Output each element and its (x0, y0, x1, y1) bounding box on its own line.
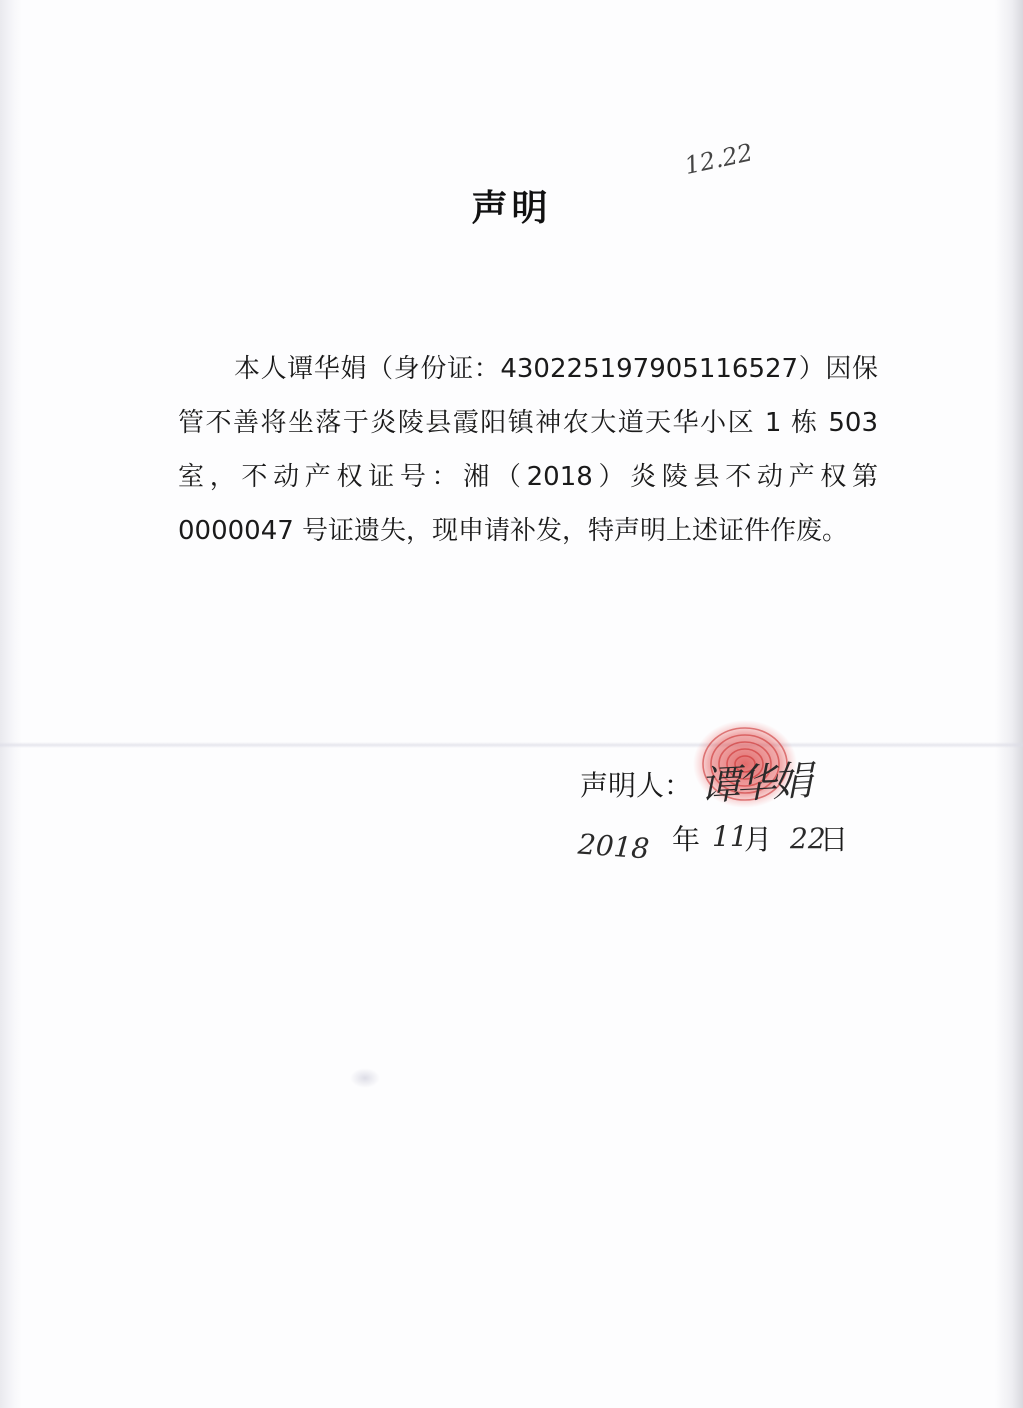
declarant-label: 声明人： (580, 769, 693, 802)
declaration-body: 本人谭华娟（身份证：430225197905116527）因保管不善将坐落于炎陵县霞阳镇神农大道天华小区 1 栋 503 室，不动产权证号：湘（2018）炎陵县不动产权第 0000047 号证遗失，现申请补发，特声明上述证件作废。 (178, 354, 878, 546)
date-day-unit: 日 (820, 823, 849, 856)
document-title: 声明 (471, 188, 552, 229)
handwritten-signature: 谭华娟 (699, 758, 810, 810)
scan-speck (350, 1068, 380, 1088)
handwritten-note: 12.22 (682, 138, 756, 180)
date-year: 2018 (576, 827, 651, 866)
paper-fold-line (0, 742, 1023, 748)
date-year-unit: 年 (672, 823, 701, 856)
date-month-unit: 月 (744, 823, 773, 856)
date-day: 22 (790, 822, 826, 855)
date-month: 11 (712, 820, 748, 853)
